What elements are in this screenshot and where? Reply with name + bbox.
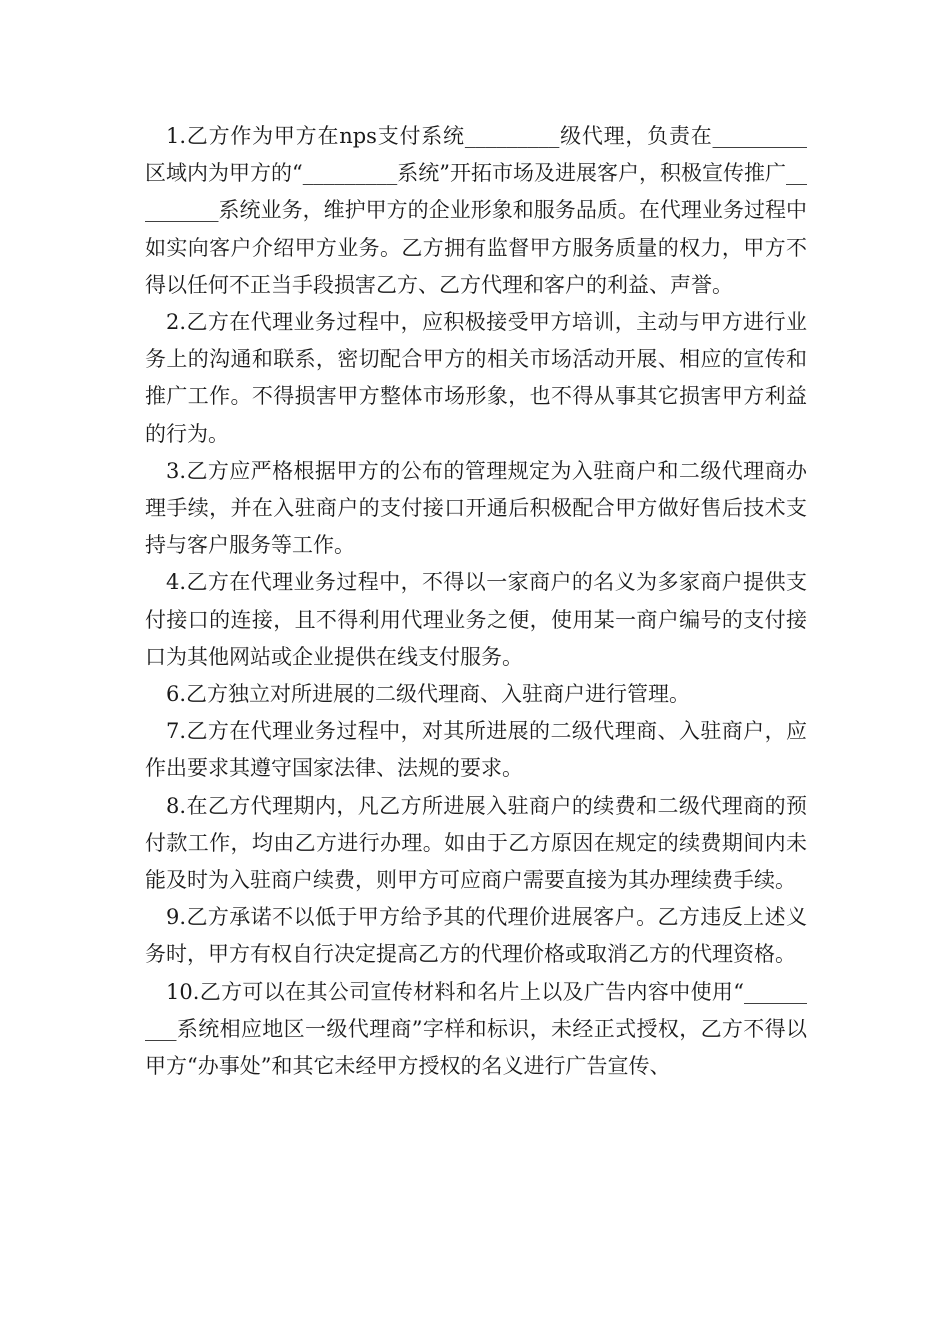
clause-6: 6.乙方独立对所进展的二级代理商、入驻商户进行管理。 <box>166 682 691 707</box>
clause-7: 7.乙方在代理业务过程中，对其所进展的二级代理商、入驻商户，应作出要求其遵守国家法律、法规的要求。 <box>145 719 807 781</box>
clause-10: 10.乙方可以在其公司宣传材料和名片上以及广告内容中使用“_________系统相应地区一级代理商”字样和标识，未经正式授权，乙方不得以甲方“办事处”和其它未经甲方授权的名义进行广告宣传、 <box>145 979 807 1079</box>
clause-8: 8.在乙方代理期内，凡乙方所进展入驻商户的续费和二级代理商的预付款工作，均由乙方进行办理。如由于乙方原因在规定的续费期间内未能及时为入驻商户续费，则甲方可应商户需要直接为其办理续费手续。 <box>145 793 807 893</box>
clause-3: 3.乙方应严格根据甲方的公布的管理规定为入驻商户和二级代理商办理手续，并在入驻商户的支付接口开通后积极配合甲方做好售后技术支持与客户服务等工作。 <box>145 458 807 558</box>
clause-4: 4.乙方在代理业务过程中，不得以一家商户的名义为多家商户提供支付接口的连接，且不得利用代理业务之便，使用某一商户编号的支付接口为其他网站或企业提供在线支付服务。 <box>145 570 807 669</box>
clause-2: 2.乙方在代理业务过程中，应积极接受甲方培训，主动与甲方进行业务上的沟通和联系，密切配合甲方的相关市场活动开展、相应的宣传和推广工作。不得损害甲方整体市场形象，也不得从事其它损害甲方利益的行为。 <box>145 310 807 446</box>
clause-9: 9.乙方承诺不以低于甲方给予其的代理价进展客户。乙方违反上述义务时，甲方有权自行决定提高乙方的代理价格或取消乙方的代理资格。 <box>145 905 807 967</box>
clause-1: 1.乙方作为甲方在nps支付系统_________级代理，负责在_________区域内为甲方的“_________系统”开拓市场及进展客户，积极宣传推广_________系统业务，维护甲方的企业形象和服务品质。在代理业务过程中如实向客户介绍甲方业务。乙方拥有监督甲方服务质量的权力，甲方不得以任何不正当手段损害乙方、乙方代理和客户的利益、声誉。 <box>145 124 807 297</box>
document-body <box>145 118 807 1085</box>
